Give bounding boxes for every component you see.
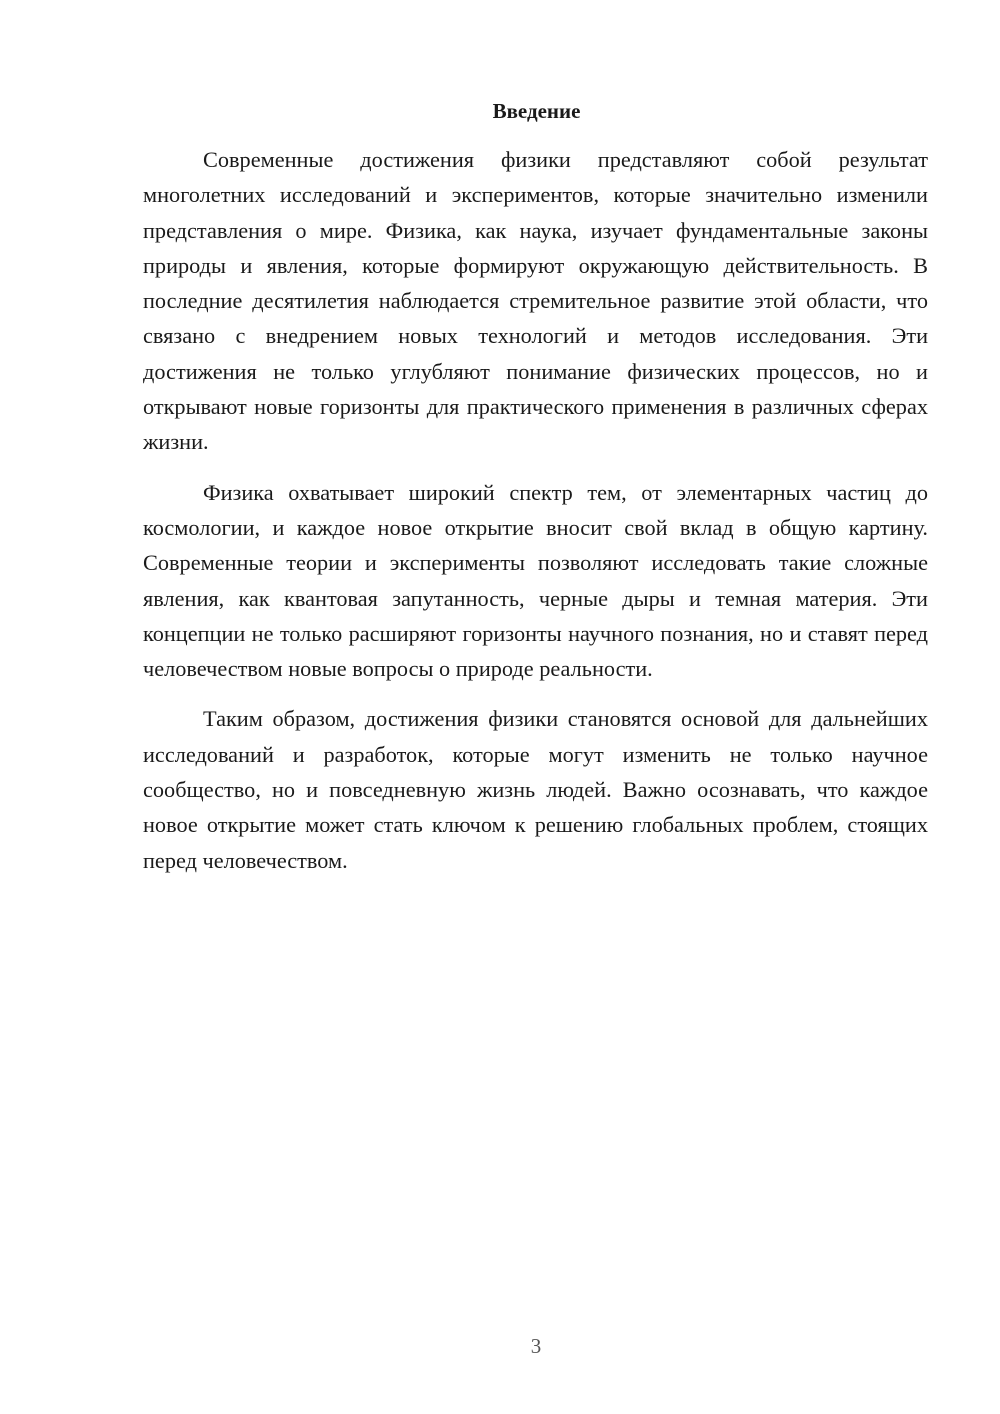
page-content <box>143 96 928 878</box>
section-heading: Введение <box>492 99 581 123</box>
paragraph-3: Таким образом, достижения физики становятся основой для дальнейших исследований и разработок, которые могут изменить не только научное сообщество, но и повседневную жизнь людей. Важно осознавать, что каждое новое открытие может стать ключом к решению глобальных проблем, стоящих перед человечеством. <box>143 706 928 873</box>
page-number: 3 <box>530 1334 542 1358</box>
paragraph-2: Физика охватывает широкий спектр тем, от элементарных частиц до космологии, и каждое новое открытие вносит свой вклад в общую картину. Современные теории и эксперименты позволяют исследовать такие сложные явления, как квантовая запутанность, черные дыры и темная материя. Эти концепции не только расширяют горизонты научного познания, но и ставят перед человечеством новые вопросы о природе реальности. <box>143 479 928 682</box>
paragraph-1: Современные достижения физики представляют собой результат многолетних исследований и экспериментов, которые значительно изменили представления о мире. Физика, как наука, изучает фундаментальные законы природы и явления, которые формируют окружающую действительность. В последние десятилетия наблюдается стремительное развитие этой области, что связано с внедрением новых технологий и методов исследования. Эти достижения не только углубляют понимание физических процессов, но и открывают новые горизонты для практического применения в различных сферах жизни. <box>143 147 928 455</box>
